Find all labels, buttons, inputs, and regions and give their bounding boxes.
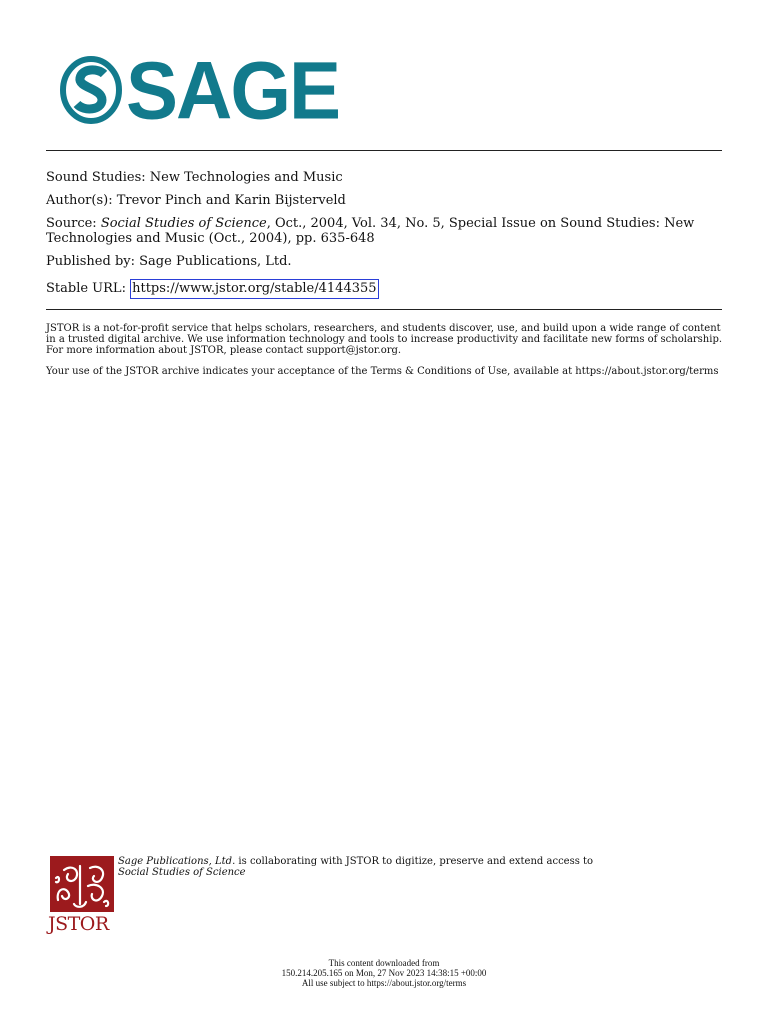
authors-line — [46, 193, 722, 208]
footer-line-3: All use subject to https://about.jstor.org/terms — [301, 978, 467, 988]
download-footer — [184, 958, 584, 988]
source-journal: Social Studies of Science — [100, 216, 267, 231]
collaboration-text: is collaborating with JSTOR to digitize, preserve and extend access to — [235, 856, 594, 867]
publisher-label: Published by: — [46, 254, 135, 269]
top-divider — [46, 150, 722, 151]
jstor-emblem-icon — [50, 856, 114, 912]
middle-divider — [46, 309, 722, 310]
source-label: Source: — [46, 216, 97, 231]
authors-value: Trevor Pinch and Karin Bijsterveld — [116, 193, 346, 208]
jstor-wordmark: JSTOR — [48, 913, 109, 935]
article-title: Sound Studies: New Technologies and Music — [46, 170, 343, 185]
publisher-value: Sage Publications, Ltd. — [139, 254, 292, 269]
jstor-about-notice: JSTOR is a not-for-profit service that helps scholars, researchers, and students discover, use, and build upon a wide range of content in a trusted digital archive. We use information technology and tools to increase productivity and facilitate new forms of scholarship. For more information about JSTOR, please contact support@jstor.org. — [46, 323, 723, 356]
authors-label: Author(s): — [46, 193, 113, 208]
sage-s-mark-icon — [60, 54, 124, 126]
source-line — [46, 216, 722, 246]
stable-url-line — [46, 281, 722, 296]
stable-url-link[interactable]: https://www.jstor.org/stable/4144355 — [130, 279, 378, 299]
collaboration-statement — [118, 856, 718, 878]
collaboration-journal: Social Studies of Science — [118, 867, 246, 878]
publisher-line — [46, 254, 722, 269]
stable-url-label: Stable URL: — [46, 281, 126, 296]
source-detail: , Oct., 2004, Vol. 34, No. 5, Special Issue on Sound Studies: New Technologies and Music (Oct., 2004), pp. 635-648 — [46, 216, 695, 246]
collaboration-partner: Sage Publications, Ltd. — [118, 856, 236, 867]
sage-logo — [60, 43, 340, 137]
jstor-logo — [48, 856, 116, 935]
terms-notice: Your use of the JSTOR archive indicates your acceptance of the Terms & Conditions of Use, available at https://about.jstor.org/terms — [46, 366, 719, 377]
footer-line-1: This content downloaded from — [328, 958, 440, 968]
sage-wordmark: SAGE — [126, 43, 340, 137]
footer-line-2: 150.214.205.165 on Mon, 27 Nov 2023 14:38:15 +00:00 — [281, 968, 487, 978]
